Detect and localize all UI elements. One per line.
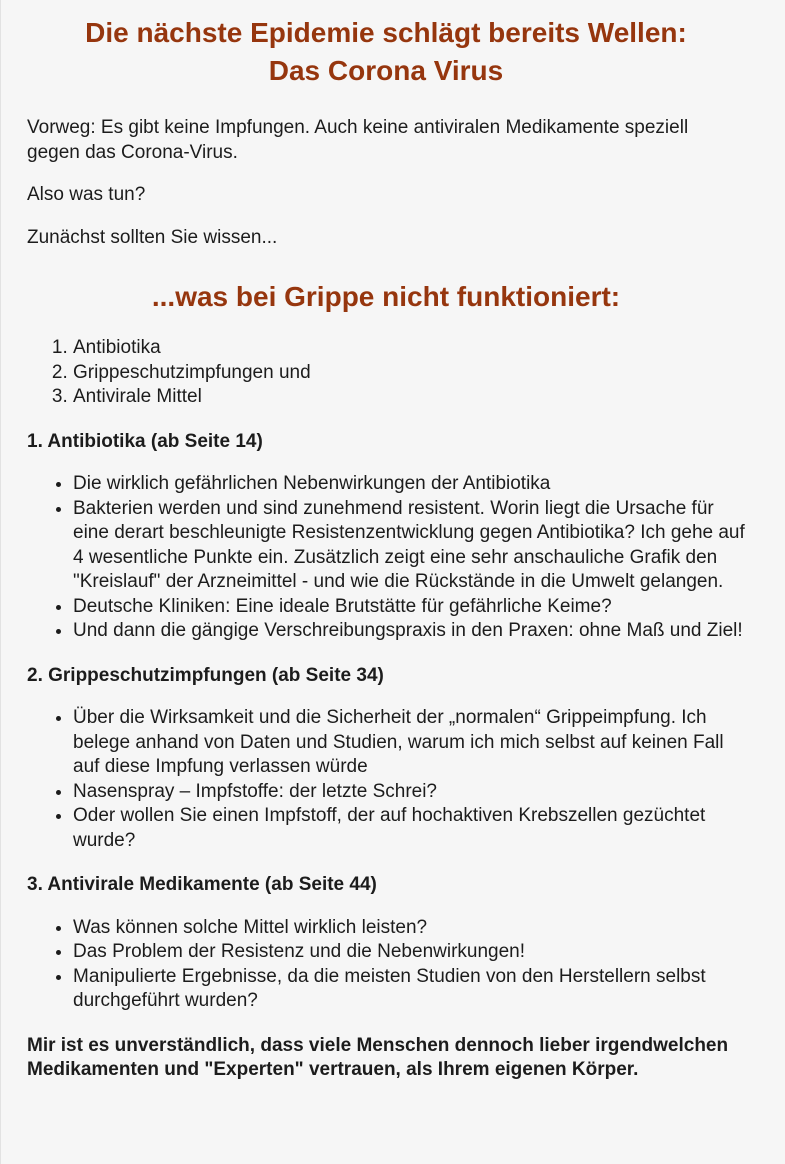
overview-list <box>27 336 745 410</box>
section-list-antibiotika <box>27 472 745 644</box>
intro-paragraph-2: Also was tun? <box>27 184 146 205</box>
page-title-line-1: Die nächste Epidemie schlägt bereits Wellen: <box>85 17 687 48</box>
list-item: • Über die Wirksamkeit und die Sicherheit der „normalen“ Grippeimpfung. Ich belege anhand von Daten und Studien, warum ich mich selbst auf keinen Fall auf diese Impfung verlassen würde <box>73 706 745 780</box>
list-item: • Oder wollen Sie einen Impfstoff, der auf hochaktiven Krebszellen gezüchtet wurde? <box>73 804 745 853</box>
intro-paragraph-3: Zunächst sollten Sie wissen... <box>27 226 278 248</box>
list-item: • Das Problem der Resistenz und die Nebenwirkungen! <box>73 940 745 965</box>
section-list-antivirale-medikamente <box>27 916 745 1014</box>
list-item: • Und dann die gängige Verschreibungspraxis in den Praxen: ohne Maß und Ziel! <box>73 619 745 644</box>
list-item: • Deutsche Kliniken: Eine ideale Brutstätte für gefährliche Keime? <box>73 595 745 620</box>
list-item: • Nasenspray – Impfstoffe: der letzte Schrei? <box>73 780 745 805</box>
section-heading-grippeschutzimpfungen: 2. Grippeschutzimpfungen (ab Seite 34) <box>27 664 384 686</box>
overview-item: 3. Antivirale Mittel <box>73 385 745 410</box>
intro-paragraph-1: Vorweg: Es gibt keine Impfungen. Auch keine antiviralen Medikamente speziell gegen das Corona-Virus. <box>27 117 689 163</box>
section-heading-antivirale-medikamente: 3. Antivirale Medikamente (ab Seite 44) <box>27 874 377 895</box>
section-heading-antibiotika: 1. Antibiotika (ab Seite 14) <box>27 430 263 452</box>
section-list-grippeschutzimpfungen <box>27 706 745 853</box>
overview-item: 2. Grippeschutzimpfungen und <box>73 361 745 386</box>
subheading: ...was bei Grippe nicht funktioniert: <box>151 281 621 312</box>
closing-statement: Mir ist es unverständlich, dass viele Menschen dennoch lieber irgendwelchen Medikamenten und "Experten" vertrauen, als Ihrem eigenen Körper. <box>27 1034 729 1080</box>
overview-item: 1. Antibiotika <box>73 336 745 361</box>
list-item: • Bakterien werden und sind zunehmend resistent. Worin liegt die Ursache für eine derart beschleunigte Resistenzentwicklung gegen Antibiotika? Ich gehe auf 4 wesentliche Punkte ein. Zusätzlich zeigt eine sehr anschauliche Grafik den "Kreislauf" der Arzneimittel - und wie die Rückstände in die Umwelt gelangen. <box>73 497 745 595</box>
page-title-line-2: Das Corona Virus <box>268 55 504 86</box>
list-item: • Was können solche Mittel wirklich leisten? <box>73 916 745 941</box>
list-item: • Die wirklich gefährlichen Nebenwirkungen der Antibiotika <box>73 472 745 497</box>
list-item: • Manipulierte Ergebnisse, da die meisten Studien von den Herstellern selbst durchgeführt wurden? <box>73 965 745 1014</box>
page-title <box>27 14 745 90</box>
